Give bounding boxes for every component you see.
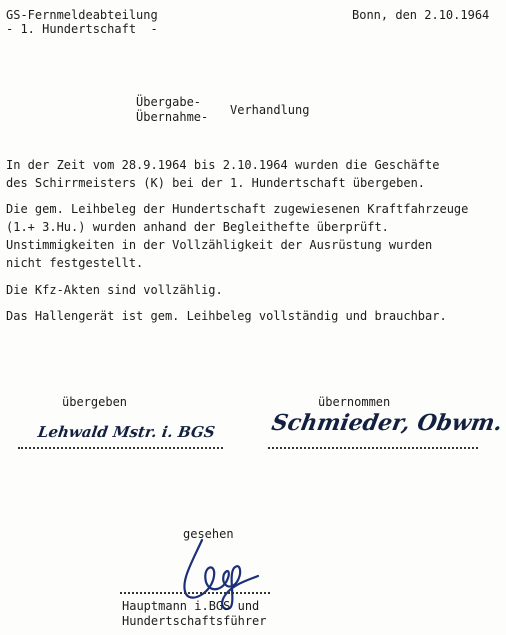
signature-line-left (18, 447, 223, 449)
label-uebergeben: übergeben (62, 395, 128, 409)
signature-line-right (268, 447, 478, 449)
paragraph-2-line-4: nicht festgestellt. (6, 256, 144, 270)
signature-lehwald: Lehwald Mstr. i. BGS (36, 423, 216, 441)
signature-lange (200, 570, 231, 580)
rank-line-1: Hauptmann i.BGS und (122, 599, 260, 613)
title-line-uebernahme: Übernahme- (136, 110, 209, 124)
subunit-name: - 1. Hundertschaft - (6, 22, 158, 36)
paragraph-2-line-1: Die gem. Leihbeleg der Hundertschaft zugewiesenen Kraftfahrzeuge (6, 202, 469, 216)
title-line-uebergabe: Übergabe- (136, 95, 202, 109)
paragraph-1-line-2: des Schirrmeisters (K) bei der 1. Hundertschaft übergeben. (6, 176, 426, 190)
paragraph-2-line-3: Unstimmigkeiten in der Vollzähligkeit der Ausrüstung wurden (6, 238, 433, 252)
paragraph-3: Die Kfz-Akten sind vollzählig. (6, 283, 223, 297)
paragraph-1-line-1: In der Zeit vom 28.9.1964 bis 2.10.1964 wurden die Geschäfte (6, 158, 440, 172)
rank-line-2: Hundertschaftsführer (122, 614, 267, 628)
label-gesehen: gesehen (183, 527, 234, 541)
label-uebernommen: übernommen (318, 395, 391, 409)
signature-schmieder: Schmieder, Obwm. (269, 410, 505, 436)
title-verhandlung: Verhandlung (230, 103, 310, 117)
unit-name: GS-Fernmeldeabteilung (6, 8, 158, 22)
paragraph-4: Das Hallengerät ist gem. Leihbeleg vollständig und brauchbar. (6, 309, 447, 323)
signature-line-bottom (120, 592, 270, 594)
paragraph-2-line-2: (1.+ 3.Hu.) wurden anhand der Begleithefte überprüft. (6, 220, 389, 234)
place-date: Bonn, den 2.10.1964 (352, 8, 490, 22)
